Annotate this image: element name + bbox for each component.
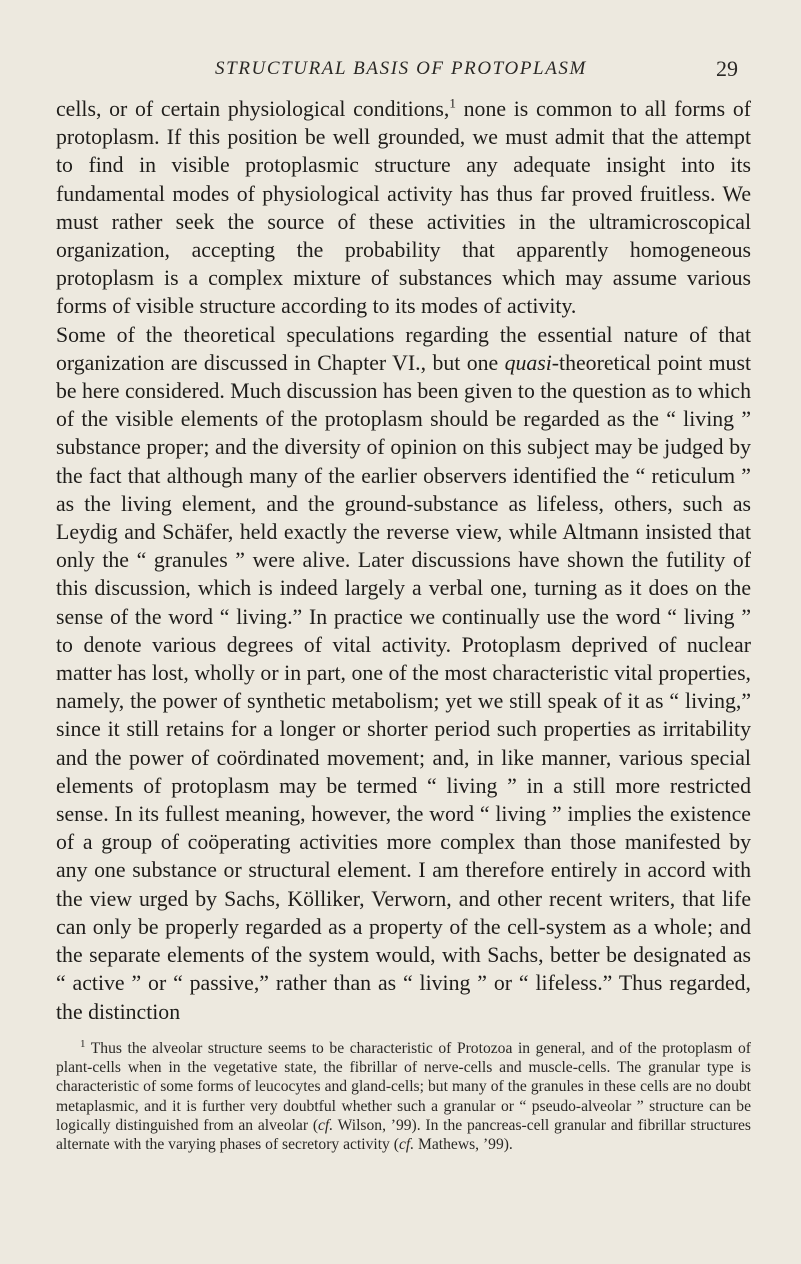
footnote-text-c: Mathews, ’99). bbox=[414, 1136, 513, 1154]
paragraph-1-text-a: cells, or of certain physiological conditions, bbox=[56, 97, 450, 121]
page-number: 29 bbox=[716, 56, 738, 81]
footnote-reference: 1 bbox=[449, 95, 456, 111]
footnote-cf-2: cf. bbox=[398, 1136, 415, 1154]
footnote-text-b: Wilson, ’99). In the pancreas-cell granular and fibrillar structures alternate with the varying phases of secretory activity ( bbox=[56, 1116, 751, 1154]
paragraph-2-text-a: Some of the theoretical speculations regarding the essential nature of that organization are discussed in Chapter VI., but one bbox=[56, 322, 751, 375]
paragraph-2-text-b: -theoretical point must be here considered. Much discussion has been given to the question as to which of the visible elements of the protoplasm should be regarded as the “ living ” substance proper; and the diversity of opinion on this subject may be judged by the fact that although many of the earlier observers identified the “ reticulum ” as the living element, and the ground-substance as lifeless, others, such as Leydig and Schäfer, held exactly the reverse view, while Altmann insisted that only the “ granules ” were alive. Later discussions have shown the futility of this discussion, which is indeed largely a verbal one, turning as it does on the sense of the word “ living.” In practice we continually use the word “ living ” to denote various degrees of vital activity. Protoplasm deprived of nuclear matter has lost, wholly or in part, one of the most characteristic vital properties, namely, the power of synthetic metabolism; yet we still speak of it as “ living,” since it still retains for a longer or shorter period such properties as irritability and the power of coördinated movement; and, in like manner, various special elements of protoplasm may be termed “ living ” in a still more restricted sense. In its fullest meaning, however, the word “ living ” implies the existence of a group of coöperating activities more complex than those manifested by any one substance or structural element. I am therefore entirely in accord with the view urged by Sachs, Kölliker, Verworn, and other recent writers, that life can only be properly regarded as a property of the cell-system as a whole; and the separate elements of the system would, with Sachs, better be designated as “ active ” or “ passive,” rather than as “ living ” or “ lifeless.” Thus regarded, the distinction bbox=[56, 350, 751, 1024]
paragraph-1-text-b: none is common to all forms of protoplasm. If this position be well grounded, we must admit that the attempt to find in visible protoplasmic structure any adequate insight into its fundamental modes of physiological activity has thus far proved fruitless. We must rather seek the source of these activities in the ultramicroscopical organization, accepting the probability that apparently homogeneous protoplasm is a complex mixture of substances which may assume various forms of visible structure according to its modes of activity. bbox=[56, 97, 751, 319]
footnote-cf-1: cf. bbox=[318, 1116, 334, 1134]
paragraph-2 bbox=[56, 321, 751, 1026]
footnote-text-a: Thus the alveolar structure seems to be characteristic of Protozoa in general, and of the protoplasm of plant-cells when in the vegetative state, the fibrillar of nerve-cells and muscle-cells. The granular type is characteristic of some forms of leucocytes and gland-cells; but many of the granules in these cells are no doubt metaplasmic, and it is further very doubtful whether such a granular or “ pseudo-alveolar ” structure can be logically distinguished from an alveolar ( bbox=[56, 1040, 751, 1134]
footnote-1 bbox=[56, 1039, 751, 1154]
footnote-block bbox=[56, 1039, 751, 1154]
paragraph-2-italic-term: quasi bbox=[504, 350, 552, 375]
paragraph-1 bbox=[56, 95, 751, 321]
main-text bbox=[56, 95, 751, 1026]
footnote-mark: 1 bbox=[80, 1038, 86, 1050]
running-head: STRUCTURAL BASIS OF PROTOPLASM bbox=[215, 58, 587, 79]
